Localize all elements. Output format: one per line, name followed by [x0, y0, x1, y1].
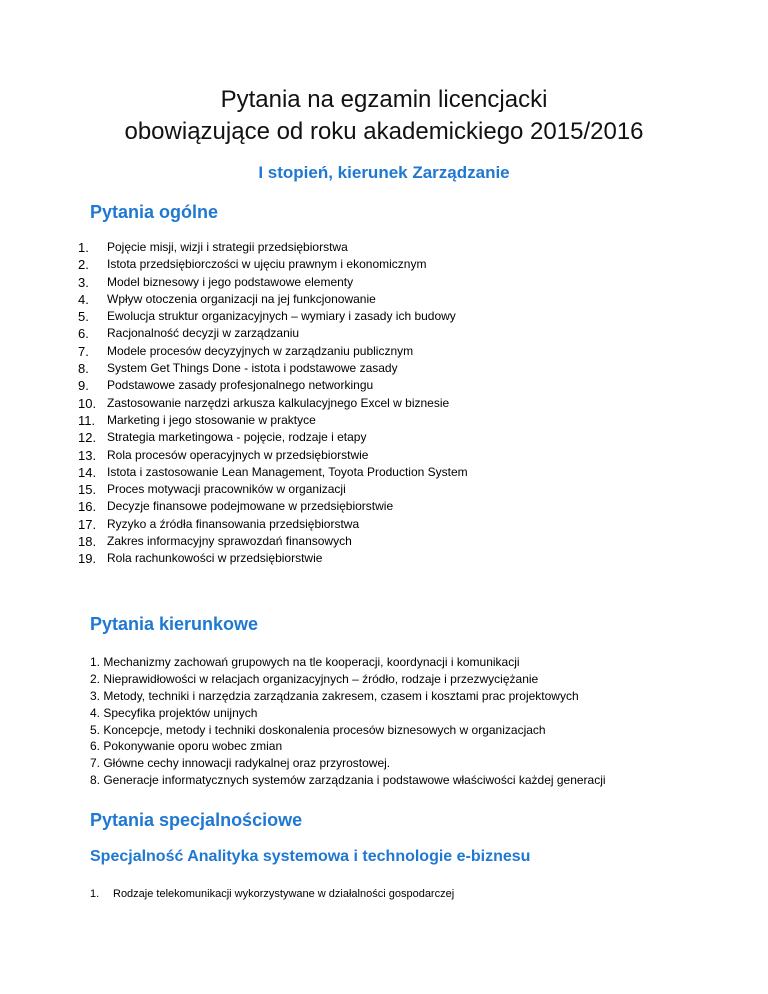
- subtitle: I stopień, kierunek Zarządzanie: [258, 163, 510, 182]
- item-text: Modele procesów decyzyjnych w zarządzaniu publicznym: [107, 343, 414, 358]
- list-item: 1. Mechanizmy zachowań grupowych na tle kooperacji, koordynacji i komunikacji: [90, 655, 520, 669]
- list-item: 8. Generacje informatycznych systemów zarządzania i podstawowe właściwości każdej generacji: [90, 773, 606, 788]
- directional-questions-list: [90, 654, 606, 789]
- item-text: Zakres informacyjny sprawozdań finansowych: [107, 534, 352, 549]
- list-item: [78, 395, 468, 412]
- list-item: [78, 256, 468, 273]
- list-item: [78, 239, 468, 256]
- list-item: 3. Metody, techniki i narzędzia zarządzania zakresem, czasem i kosztami prac projektowych: [90, 688, 579, 703]
- title-line-2: obowiązujące od roku akademickiego 2015/2016: [124, 118, 644, 145]
- list-item: [78, 464, 468, 481]
- item-number: 19.: [78, 551, 97, 567]
- list-item: 4. Specyfika projektów unijnych: [90, 705, 258, 720]
- item-text: Model biznesowy i jego podstawowe elementy: [107, 274, 354, 289]
- list-item: [78, 498, 468, 515]
- item-text: Wpływ otoczenia organizacji na jej funkcjonowanie: [107, 291, 376, 306]
- item-text: System Get Things Done - istota i podstawowe zasady: [107, 361, 398, 376]
- item-number: 1.: [90, 888, 100, 900]
- item-text: Decyzje finansowe podejmowane w przedsiębiorstwie: [107, 499, 394, 514]
- list-item: 2. Nieprawidłowości w relacjach organizacyjnych – źródło, rodzaje i przezwyciężanie: [90, 671, 539, 686]
- item-text: Istota i zastosowanie Lean Management, Toyota Production System: [107, 464, 468, 479]
- general-questions-list: [78, 239, 468, 568]
- list-item: [90, 886, 454, 902]
- item-text: Rola rachunkowości w przedsiębiorstwie: [107, 551, 323, 566]
- item-number: 8.: [78, 361, 89, 377]
- item-number: 6.: [78, 326, 89, 342]
- list-item: [78, 481, 468, 498]
- section-heading-specialty: Pytania specjalnościowe: [90, 810, 303, 830]
- item-number: 3.: [78, 274, 89, 290]
- list-item: [78, 533, 468, 550]
- specialty-questions-list: [90, 886, 454, 902]
- list-item: [78, 291, 468, 308]
- list-item: [78, 429, 468, 446]
- item-text: Zastosowanie narzędzi arkusza kalkulacyjnego Excel w biznesie: [107, 395, 450, 410]
- item-number: 12.: [78, 430, 97, 446]
- item-text: Istota przedsiębiorczości w ujęciu prawnym i ekonomicznym: [107, 257, 427, 272]
- item-number: 2.: [78, 257, 89, 273]
- item-number: 10.: [78, 395, 97, 411]
- item-number: 14.: [78, 464, 97, 480]
- item-text: Marketing i jego stosowanie w praktyce: [107, 412, 316, 427]
- list-item: 6. Pokonywanie oporu wobec zmian: [90, 739, 283, 754]
- item-text: Proces motywacji pracowników w organizacji: [107, 482, 346, 497]
- item-text: Pojęcie misji, wizji i strategii przedsiębiorstwa: [107, 240, 348, 254]
- item-number: 17.: [78, 516, 97, 532]
- list-item: 5. Koncepcje, metody i techniki doskonalenia procesów biznesowych w organizacjach: [90, 722, 546, 737]
- item-number: 7.: [78, 343, 89, 359]
- list-item: [78, 343, 468, 360]
- section-heading-general: Pytania ogólne: [90, 202, 219, 222]
- item-text: Podstawowe zasady profesjonalnego networkingu: [107, 378, 374, 393]
- list-item: [78, 308, 468, 325]
- list-item: [78, 360, 468, 377]
- title-line-1: Pytania na egzamin licencjacki: [220, 86, 548, 113]
- item-number: 4.: [78, 291, 89, 307]
- item-number: 11.: [78, 412, 96, 428]
- item-number: 5.: [78, 309, 89, 325]
- item-number: 9.: [78, 378, 89, 394]
- list-item: [78, 447, 468, 464]
- item-text: Ewolucja struktur organizacyjnych – wymiary i zasady ich budowy: [107, 309, 456, 324]
- item-number: 16.: [78, 499, 97, 515]
- list-item: [78, 516, 468, 533]
- item-text: Rola procesów operacyjnych w przedsiębiorstwie: [107, 447, 369, 462]
- list-item: [78, 550, 468, 567]
- item-number: 1.: [78, 240, 89, 255]
- list-item: [78, 325, 468, 342]
- item-number: 18.: [78, 534, 97, 550]
- item-text: Racjonalność decyzji w zarządzaniu: [107, 326, 300, 341]
- list-item: [78, 412, 468, 429]
- item-text: Rodzaje telekomunikacji wykorzystywane w działalności gospodarczej: [113, 888, 455, 900]
- specialty-subheading: Specjalność Analityka systemowa i technologie e-biznesu: [90, 848, 531, 865]
- item-text: Strategia marketingowa - pojęcie, rodzaje i etapy: [107, 430, 367, 445]
- list-item: 7. Główne cechy innowacji radykalnej oraz przyrostowej.: [90, 756, 391, 771]
- item-number: 15.: [78, 482, 97, 498]
- list-item: [78, 274, 468, 291]
- section-heading-directional: Pytania kierunkowe: [90, 614, 259, 634]
- item-number: 13.: [78, 447, 97, 463]
- item-text: Ryzyko a źródła finansowania przedsiębiorstwa: [107, 516, 360, 531]
- list-item: [78, 377, 468, 394]
